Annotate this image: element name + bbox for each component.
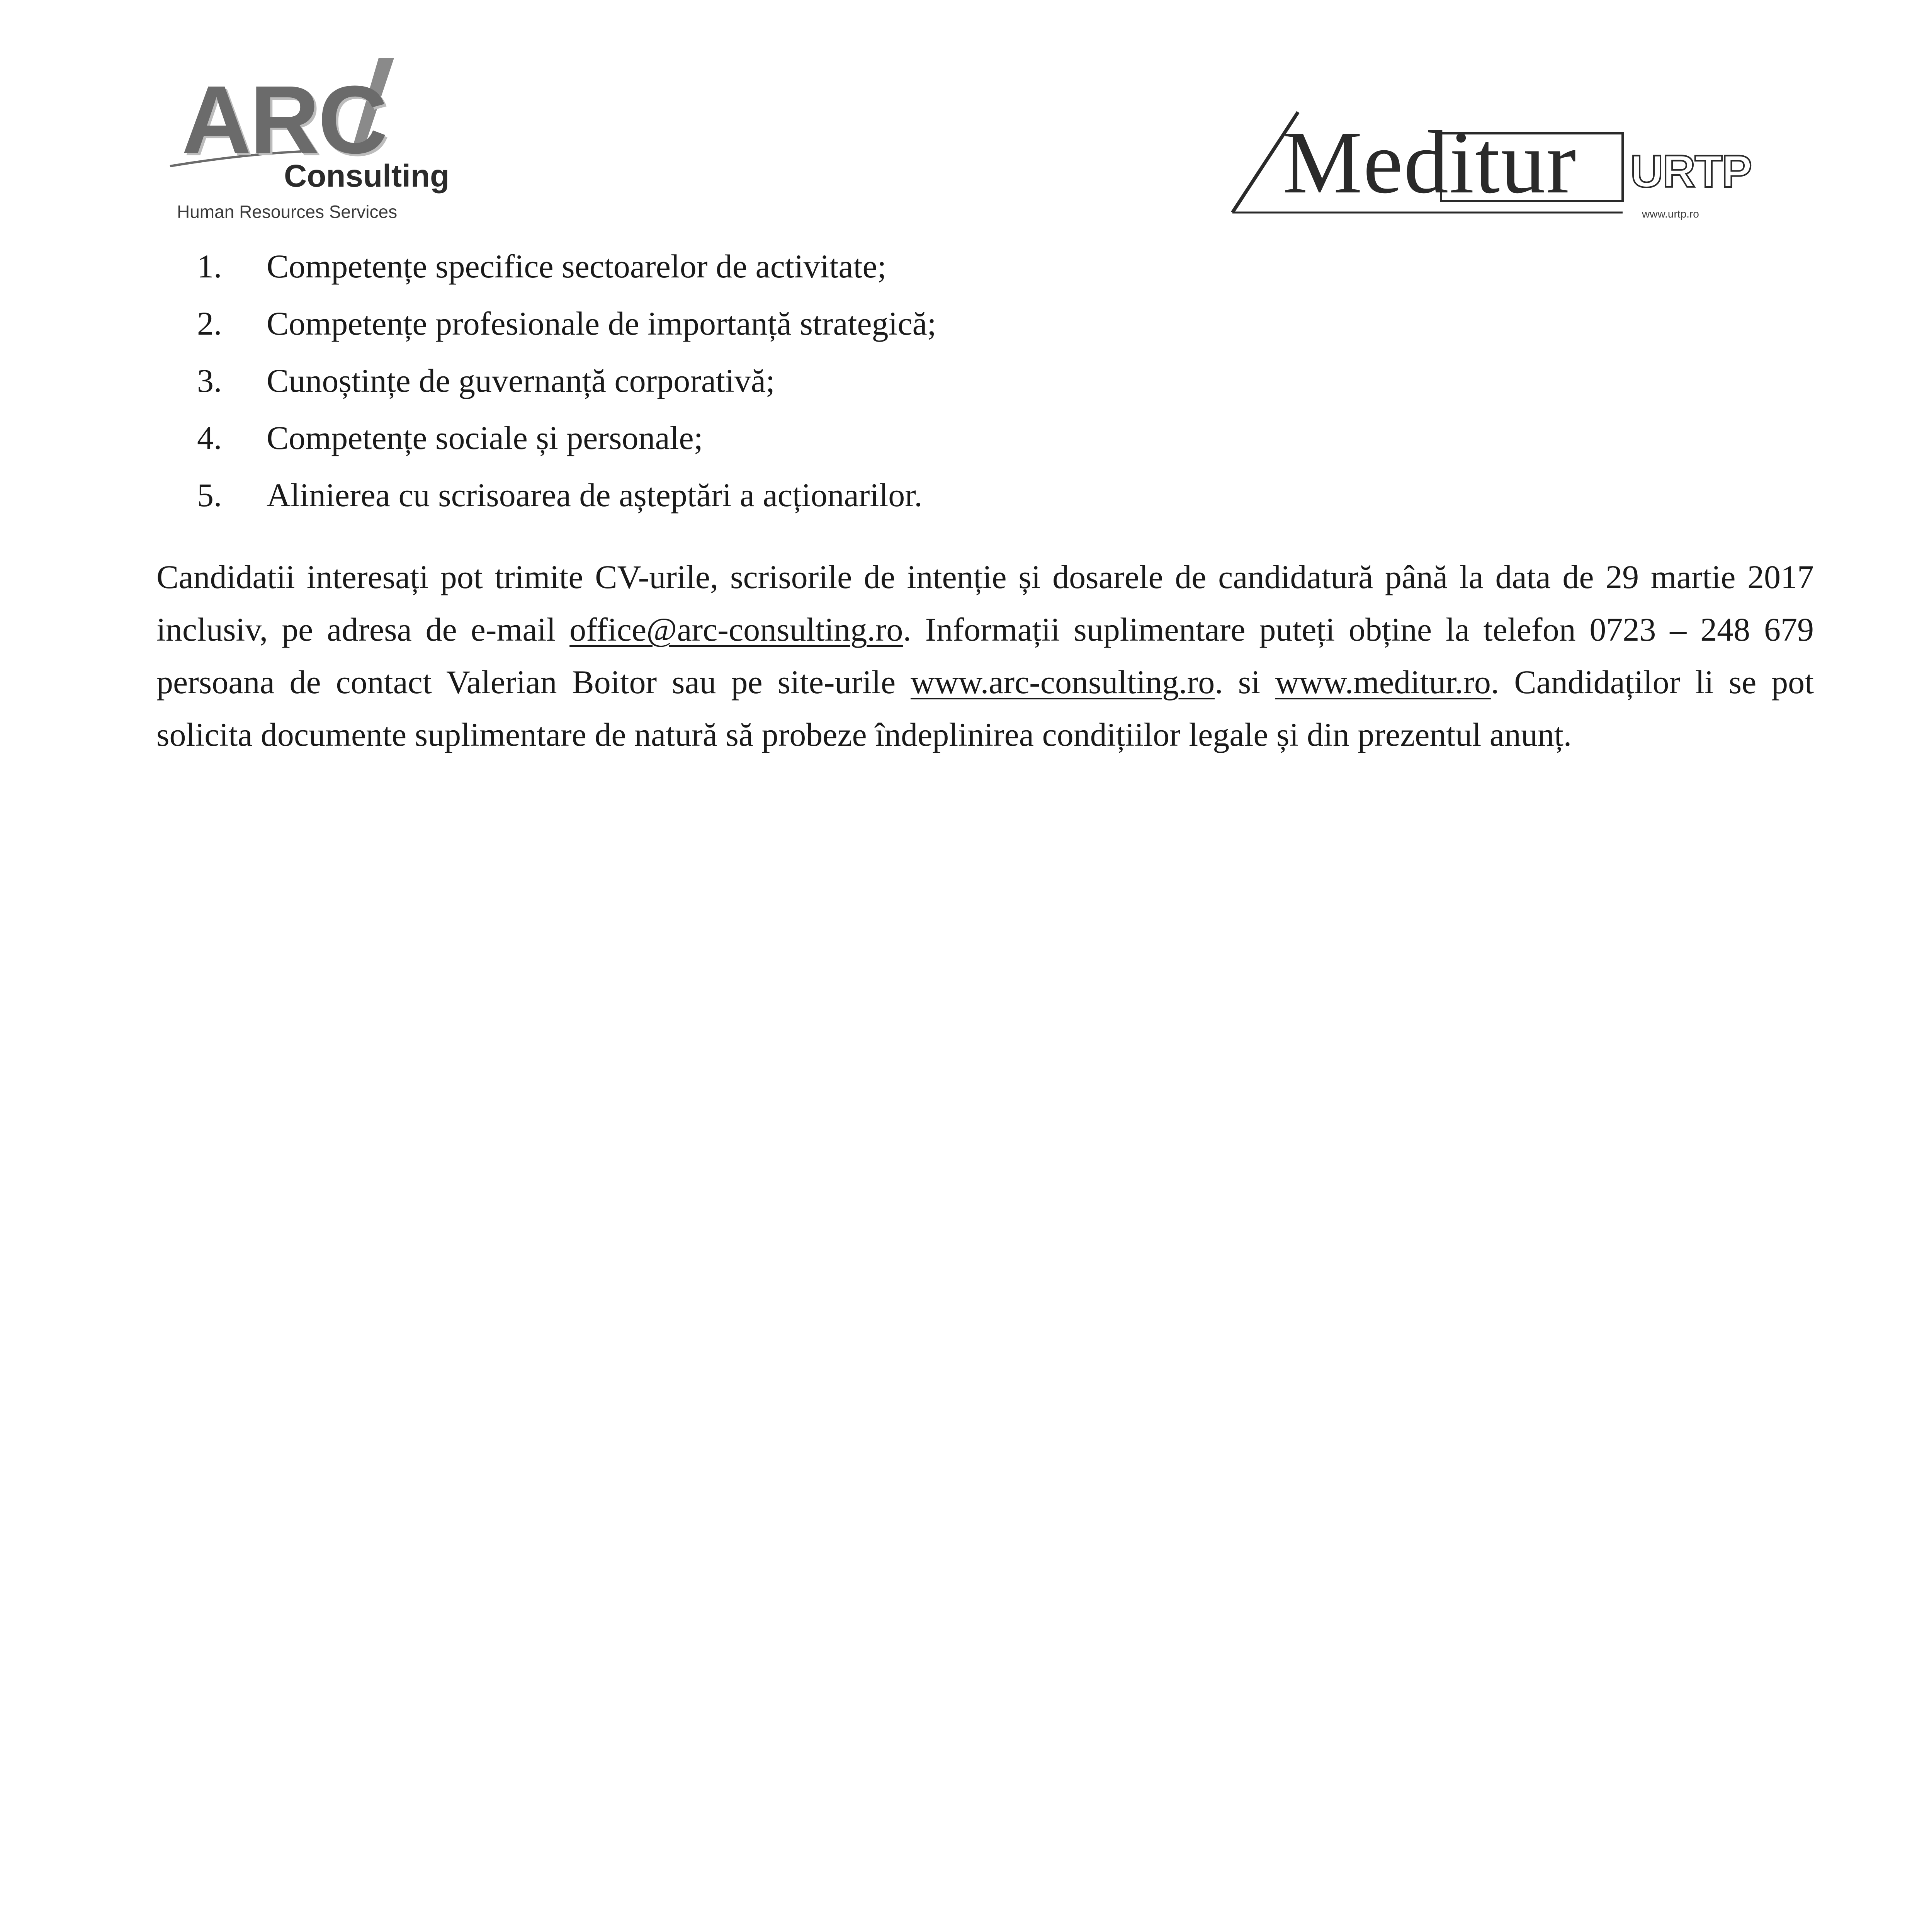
meditur-website-link[interactable]: www.meditur.ro <box>1275 663 1491 701</box>
list-item-number: 5. <box>197 476 222 514</box>
meditur-logo-word: Meditur <box>1283 113 1577 212</box>
list-item-text: Competențe specifice sectoarelor de activitate; <box>267 248 887 285</box>
arc-logo-subtitle: Consulting <box>284 158 450 194</box>
list-item-text: Alinierea cu scrisoarea de așteptări a acționarilor. <box>267 476 923 514</box>
paragraph-text: . si <box>1215 663 1275 701</box>
list-item-text: Competențe profesionale de importanță strategică; <box>267 305 936 342</box>
list-item-number: 4. <box>197 419 222 456</box>
list-item-number: 1. <box>197 248 222 285</box>
arc-consulting-logo <box>162 50 510 236</box>
list-item <box>197 238 936 295</box>
list-item <box>197 409 936 466</box>
list-item-number: 2. <box>197 305 222 342</box>
paragraph-text: . Candidaților li se pot solicita documente suplimentare de natură să probeze îndeplinirea condițiilor legale și din prezentul anunț. <box>156 663 1814 753</box>
criteria-list <box>197 238 936 524</box>
list-item-text: Cunoștințe de guvernanță corporativă; <box>267 362 775 399</box>
meditur-logo-url: www.urtp.ro <box>1642 208 1699 220</box>
meditur-logo-badge: URTP <box>1630 146 1752 197</box>
arc-logo-word: ARC <box>182 66 386 173</box>
list-item <box>197 295 936 352</box>
paragraph-text: Candidatii interesați pot trimite CV-urile, scrisorile de intenție și dosarele de candidatură până la data de 29 martie 2017 inclusiv, pe adresa de e-mail <box>156 558 1814 648</box>
arc-website-link[interactable]: www.arc-consulting.ro <box>910 663 1215 701</box>
meditur-logo <box>1225 97 1766 259</box>
list-item <box>197 466 936 524</box>
list-item-text: Competențe sociale și personale; <box>267 419 703 456</box>
list-item-number: 3. <box>197 362 222 399</box>
email-link[interactable]: office@arc-consulting.ro <box>569 611 903 648</box>
paragraph-text: . Informații suplimentare puteți obține la telefon 0723 – 248 679 persoana de contact Valerian Boitor sau pe site-urile <box>156 611 1814 701</box>
list-item <box>197 352 936 409</box>
application-paragraph <box>156 551 1814 761</box>
arc-logo-tagline: Human Resources Services <box>177 202 398 222</box>
